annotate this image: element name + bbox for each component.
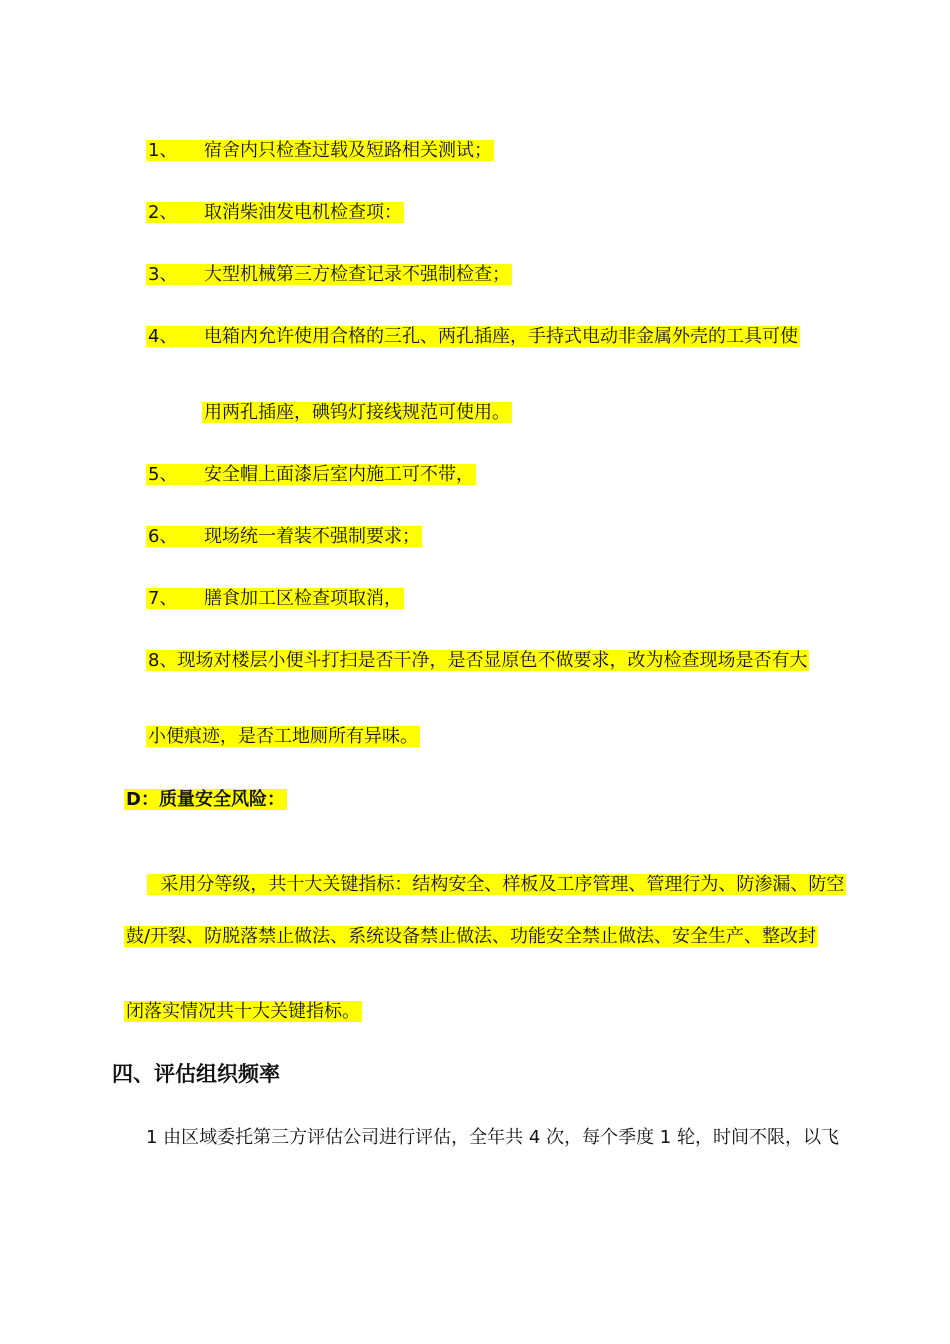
list-item-text: 取消柴油发电机检查项： (204, 202, 402, 223)
list-item-number: 5、 (148, 464, 178, 485)
list-item-number: 7、 (148, 588, 178, 609)
section-d-paragraph-line-1: 采用分等级，共十大关键指标：结构安全、样板及工序管理、管理行为、防渗漏、防空 (148, 874, 845, 895)
section-4-heading: 四、评估组织频率 (112, 1062, 280, 1086)
list-item-text: 宿舍内只检查过载及短路相关测试； (204, 140, 492, 161)
list-item-5 (146, 463, 476, 487)
list-item-text: 大型机械第三方检查记录不强制检查； (204, 264, 510, 285)
list-item-3 (146, 263, 512, 287)
list-item-8-continuation (146, 725, 420, 749)
section-d-title: D：质量安全风险： (126, 789, 285, 810)
list-item-text: 8、现场对楼层小便斗打扫是否干净，是否显原色不做要求，改为检查现场是否有大 (148, 650, 808, 671)
list-item-8 (146, 649, 809, 673)
list-item-number: 6、 (148, 526, 178, 547)
section-d-paragraph-line-2: 鼓/开裂、防脱落禁止做法、系统设备禁止做法、功能安全禁止做法、安全生产、整改封 (126, 926, 817, 947)
list-item-text: 膳食加工区检查项取消， (204, 588, 402, 609)
list-item-number: 3、 (148, 264, 178, 285)
list-item-4-continuation (202, 401, 512, 425)
list-item-text: 安全帽上面漆后室内施工可不带， (204, 464, 474, 485)
section-d-paragraph-line-3: 闭落实情况共十大关键指标。 (126, 1001, 360, 1022)
list-item-text: 现场统一着装不强制要求； (204, 526, 420, 547)
list-item-number: 2、 (148, 202, 178, 223)
list-item-7 (146, 587, 404, 611)
list-item-text: 小便痕迹，是否工地厕所有异味。 (148, 726, 418, 747)
list-item-4 (146, 325, 800, 349)
list-item-1 (146, 139, 494, 163)
list-item-6 (146, 525, 422, 549)
section-4-paragraph-line-1: 1 由区域委托第三方评估公司进行评估，全年共 4 次，每个季度 1 轮，时间不限，以飞 (146, 1127, 839, 1148)
list-item-text: 用两孔插座，碘钨灯接线规范可使用。 (204, 402, 510, 423)
list-item-number: 4、 (148, 326, 178, 347)
list-item-text: 电箱内允许使用合格的三孔、两孔插座，手持式电动非金属外壳的工具可使 (204, 326, 798, 347)
list-item-number: 1、 (148, 140, 178, 161)
list-item-2 (146, 201, 404, 225)
